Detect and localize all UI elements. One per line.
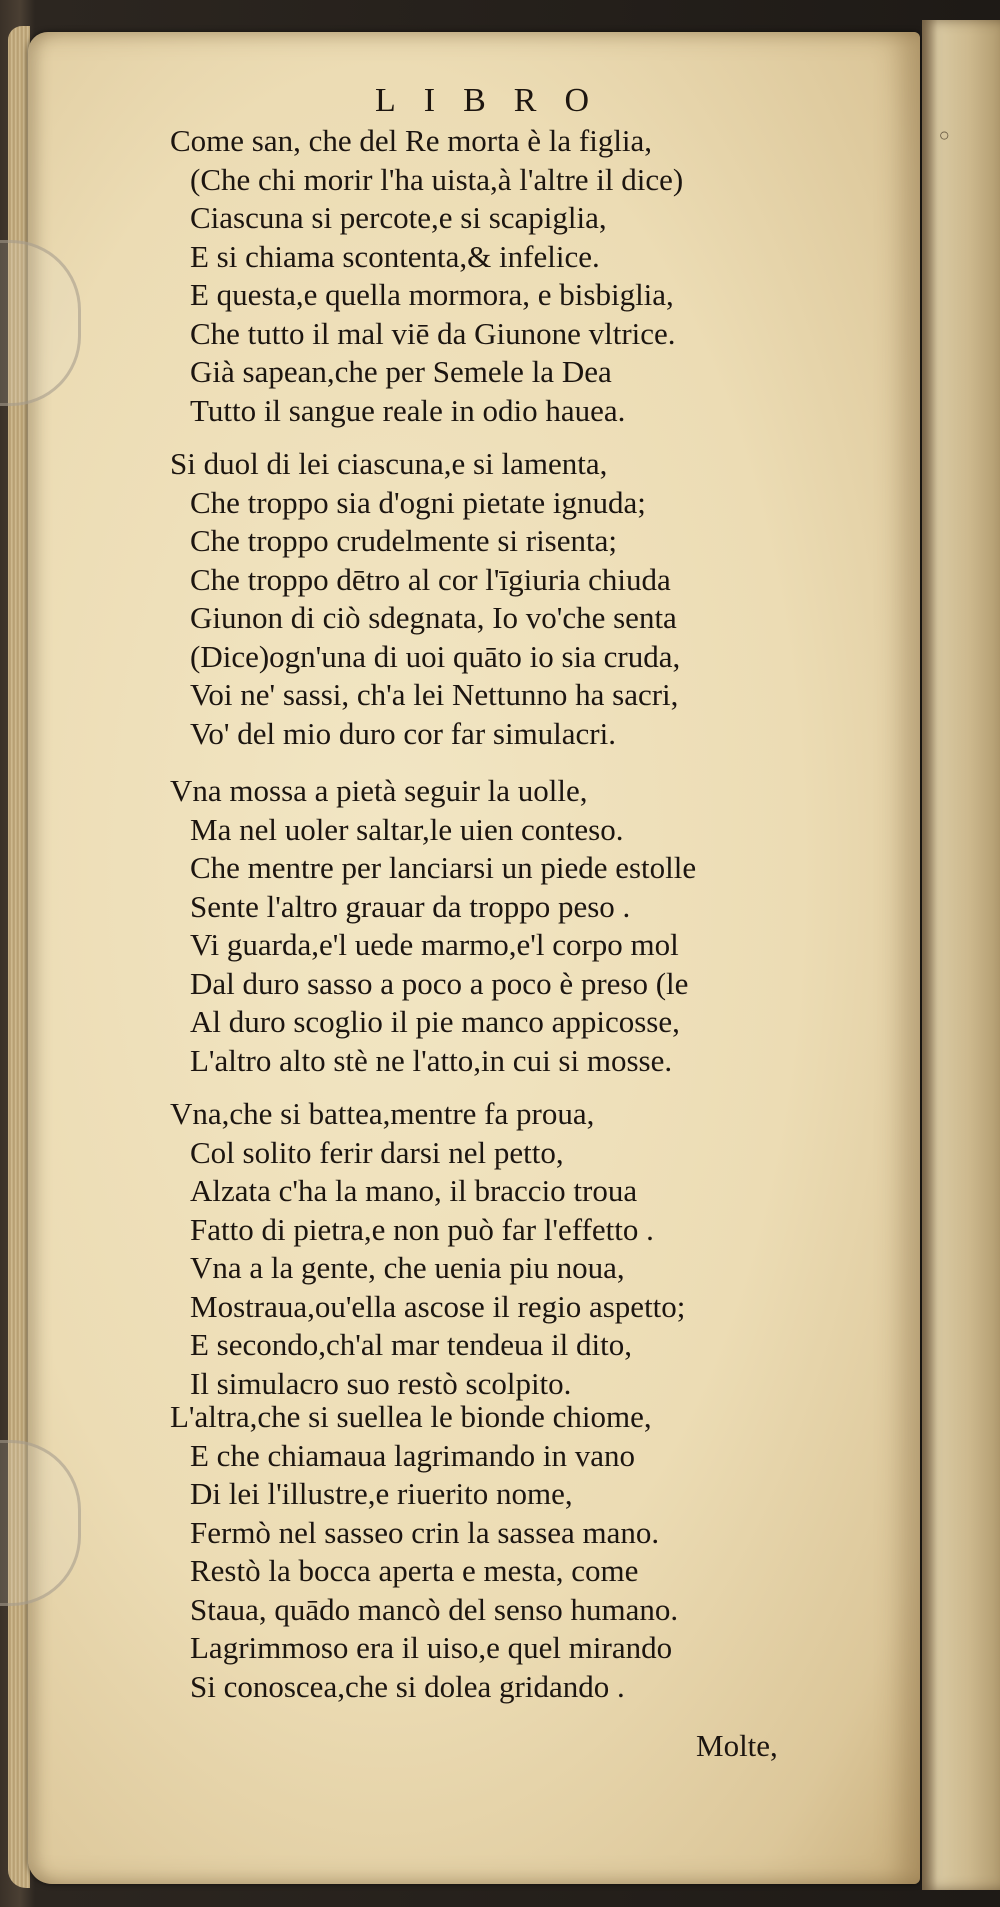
stanza-4: [170, 1095, 870, 1403]
verse-line: Fermò nel sasseo crin la sassea mano.: [190, 1514, 660, 1550]
stanza-1: [170, 122, 870, 430]
verse-line: Staua, quādo mancò del senso humano.: [190, 1591, 679, 1627]
verse-line: E che chiamaua lagrimando in vano: [190, 1437, 636, 1473]
verse-line: Fatto di pietra,e non può far l'effetto .: [190, 1211, 654, 1247]
running-head: LIBRO: [375, 82, 617, 119]
verse-line: Dal duro sasso a poco a poco è preso (le: [190, 965, 689, 1001]
verse-line: Lagrimmoso era il uiso,e quel mirando: [190, 1630, 673, 1665]
verse-line: L'altro alto stè ne l'atto,in cui si mosse.: [190, 1042, 673, 1078]
verse-line: Già sapean,che per Semele la Dea: [190, 354, 612, 389]
verse-line: Vo' del mio duro cor far simulacri.: [190, 715, 616, 751]
verse-line: Vna,che si battea,mentre fa proua,: [170, 1096, 595, 1131]
verse-line: Ciascuna si percote,e si scapiglia,: [190, 200, 607, 235]
catchword: Molte,: [696, 1728, 778, 1763]
verse-line: E questa,e quella mormora, e bisbiglia,: [190, 277, 674, 312]
verse-line: Che troppo dētro al cor l'īgiuria chiuda: [190, 561, 671, 597]
verse-line: Alzata c'ha la mano, il braccio troua: [190, 1173, 638, 1208]
verse-line: Tutto il sangue reale in odio hauea.: [190, 392, 626, 428]
verse-line: Restò la bocca aperta e mesta, come: [190, 1553, 639, 1588]
verse-line: Col solito ferir darsi nel petto,: [190, 1134, 564, 1170]
verse-line: Di lei l'illustre,e riuerito nome,: [190, 1476, 573, 1511]
verse-line: Vi guarda,e'l uede marmo,e'l corpo mol: [190, 927, 679, 962]
verse-line: Vna mossa a pietà seguir la uolle,: [170, 773, 588, 808]
verse-line: Che troppo sia d'ogni pietate ignuda;: [190, 484, 646, 520]
verse-line: Voi ne' sassi, ch'a lei Nettunno ha sacri,: [190, 677, 679, 712]
verse-line: Si conoscea,che si dolea gridando .: [190, 1668, 625, 1704]
verse-line: Come san, che del Re morta è la figlia,: [170, 123, 653, 158]
verse-line: Ma nel uoler saltar,le uien conteso.: [190, 811, 624, 847]
verse-line: Giunon di ciò sdegnata, Io vo'che senta: [190, 600, 677, 635]
verse-line: L'altra,che si suellea le bionde chiome,: [170, 1399, 652, 1434]
stanza-2: [170, 445, 870, 753]
stanza-5: [170, 1398, 870, 1706]
verse-line: Si duol di lei ciascuna,e si lamenta,: [170, 446, 608, 481]
verse-line: Al duro scoglio il pie manco appicosse,: [190, 1004, 680, 1039]
verse-line: Vna a la gente, che uenia piu noua,: [190, 1250, 625, 1285]
verse-line: Che mentre per lanciarsi un piede estolle: [190, 850, 697, 885]
verse-line: E secondo,ch'al mar tendeua il dito,: [190, 1327, 633, 1362]
verse-line: (Dice)ogn'una di uoi quāto io sia cruda,: [190, 638, 681, 674]
verse-line: Che tutto il mal viē da Giunone vltrice.: [190, 315, 676, 351]
verse-line: E si chiama scontenta,& infelice.: [190, 238, 600, 274]
verse-line: (Che chi morir l'ha uista,à l'altre il dice): [190, 161, 684, 197]
verse-line: Il simulacro suo restò scolpito.: [190, 1365, 572, 1401]
verse-line: Mostraua,ou'ella ascose il regio aspetto;: [190, 1288, 686, 1324]
adjacent-page-glyph: ◦: [936, 120, 953, 153]
stanza-3: [170, 772, 870, 1080]
verse-line: Sente l'altro grauar da troppo peso .: [190, 888, 631, 924]
adjacent-page-edge: [922, 20, 1000, 1890]
verse-line: Che troppo crudelmente si risenta;: [190, 523, 617, 558]
